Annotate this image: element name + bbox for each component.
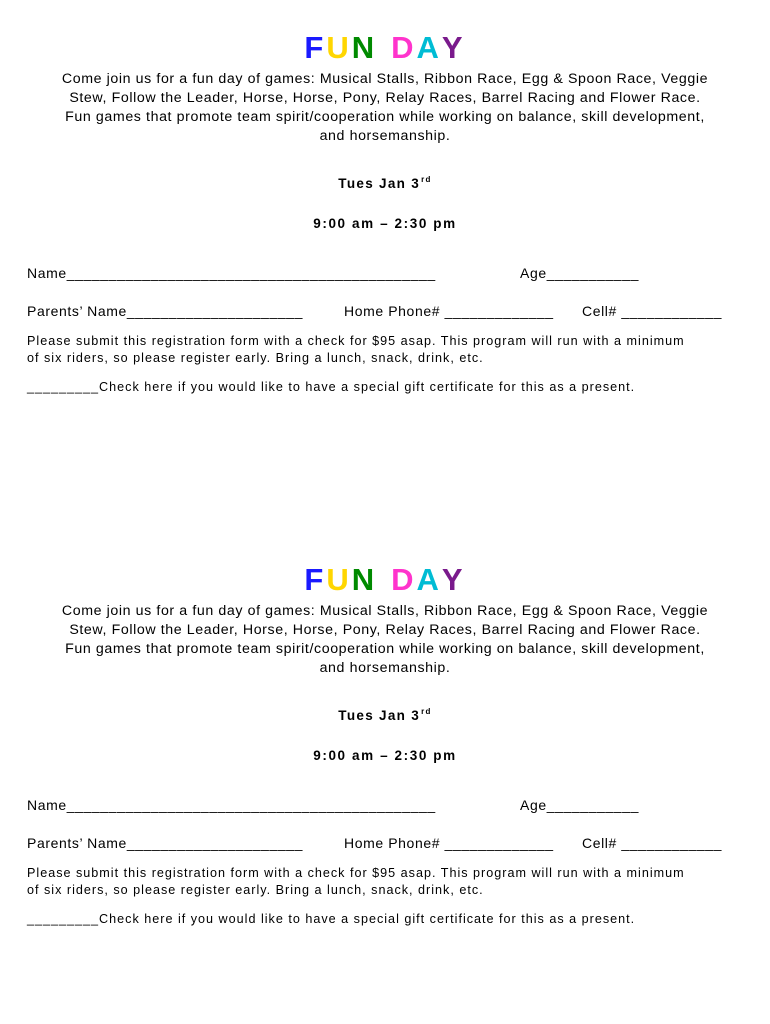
cell-blank[interactable]: ____________ — [621, 303, 723, 319]
home-phone-label: Home Phone# — [344, 303, 441, 319]
cell-blank[interactable]: ____________ — [621, 835, 723, 851]
flyer-title — [0, 562, 770, 598]
submission-note — [27, 333, 747, 367]
parents-row — [0, 833, 770, 853]
date-suffix: rd — [421, 707, 432, 716]
event-time: 9:00 am – 2:30 pm — [313, 216, 457, 231]
home-phone-blank[interactable]: _____________ — [444, 303, 554, 319]
flyer-title — [0, 30, 770, 66]
age-label: Age — [520, 265, 547, 281]
name-blank[interactable]: ____________________________________________ — [66, 797, 436, 813]
name-row — [0, 795, 770, 815]
title-letter: A — [416, 562, 442, 597]
date-suffix: rd — [421, 175, 432, 184]
title-letter: Y — [441, 30, 466, 65]
intro-line: and horsemanship. — [319, 128, 451, 144]
title-letter: U — [326, 562, 352, 597]
age-field[interactable] — [520, 795, 639, 815]
intro-paragraph — [0, 602, 770, 678]
intro-line: Fun games that promote team spirit/cooperation while working on balance, skill development, — [65, 641, 705, 657]
name-field[interactable] — [27, 263, 436, 283]
title-letter: D — [391, 30, 417, 65]
intro-line: Stew, Follow the Leader, Horse, Horse, Pony, Relay Races, Barrel Racing and Flower Race. — [69, 90, 701, 106]
intro-line: Come join us for a fun day of games: Musical Stalls, Ribbon Race, Egg & Spoon Race, Veggie — [61, 71, 709, 87]
flyer-top — [0, 30, 770, 396]
home-phone-field[interactable] — [344, 833, 554, 853]
parents-name-field[interactable] — [27, 301, 303, 321]
parents-name-blank[interactable]: _____________________ — [126, 835, 303, 851]
intro-line: Stew, Follow the Leader, Horse, Horse, Pony, Relay Races, Barrel Racing and Flower Race. — [69, 622, 701, 638]
cell-label: Cell# — [582, 303, 617, 319]
event-time: 9:00 am – 2:30 pm — [313, 748, 457, 763]
date-text: Tues Jan 3 — [338, 176, 421, 191]
name-row — [0, 263, 770, 283]
note-line: of six riders, so please register early. Bring a lunch, snack, drink, etc. — [27, 883, 484, 897]
gift-checkbox-blank[interactable]: _________ — [27, 912, 100, 926]
name-blank[interactable]: ____________________________________________ — [66, 265, 436, 281]
intro-line: and horsemanship. — [319, 660, 451, 676]
home-phone-blank[interactable]: _____________ — [444, 835, 554, 851]
note-line: of six riders, so please register early. Bring a lunch, snack, drink, etc. — [27, 351, 484, 365]
note-line: Please submit this registration form with a check for $95 asap. This program will run with a minimum — [27, 866, 685, 880]
title-letter: F — [304, 30, 327, 65]
parents-name-label: Parents’ Name — [27, 835, 127, 851]
intro-line: Fun games that promote team spirit/cooperation while working on balance, skill development, — [65, 109, 705, 125]
title-letter: N — [351, 562, 378, 597]
parents-name-field[interactable] — [27, 833, 303, 853]
note-line: Please submit this registration form with a check for $95 asap. This program will run with a minimum — [27, 334, 685, 348]
intro-paragraph — [0, 70, 770, 146]
age-blank[interactable]: ___________ — [546, 265, 639, 281]
gift-text: Check here if you would like to have a special gift certificate for this as a present. — [99, 380, 636, 394]
parents-name-blank[interactable]: _____________________ — [126, 303, 303, 319]
gift-certificate-line — [27, 379, 770, 396]
cell-field[interactable] — [582, 833, 722, 853]
gift-checkbox-blank[interactable]: _________ — [27, 380, 100, 394]
cell-label: Cell# — [582, 835, 617, 851]
parents-row — [0, 301, 770, 321]
age-blank[interactable]: ___________ — [546, 797, 639, 813]
home-phone-field[interactable] — [344, 301, 554, 321]
title-letter: U — [326, 30, 352, 65]
parents-name-label: Parents’ Name — [27, 303, 127, 319]
event-date — [0, 171, 770, 193]
gift-text: Check here if you would like to have a special gift certificate for this as a present. — [99, 912, 636, 926]
submission-note — [27, 865, 747, 899]
cell-field[interactable] — [582, 301, 722, 321]
name-label: Name — [27, 265, 67, 281]
title-letter: Y — [441, 562, 466, 597]
intro-line: Come join us for a fun day of games: Musical Stalls, Ribbon Race, Egg & Spoon Race, Veggie — [61, 603, 709, 619]
name-field[interactable] — [27, 795, 436, 815]
title-letter: F — [304, 562, 327, 597]
flyer-bottom — [0, 562, 770, 928]
title-letter: A — [416, 30, 442, 65]
age-label: Age — [520, 797, 547, 813]
title-letter: D — [391, 562, 417, 597]
home-phone-label: Home Phone# — [344, 835, 441, 851]
event-date — [0, 703, 770, 725]
date-text: Tues Jan 3 — [338, 708, 421, 723]
title-letter: N — [351, 30, 378, 65]
age-field[interactable] — [520, 263, 639, 283]
name-label: Name — [27, 797, 67, 813]
gift-certificate-line — [27, 911, 770, 928]
